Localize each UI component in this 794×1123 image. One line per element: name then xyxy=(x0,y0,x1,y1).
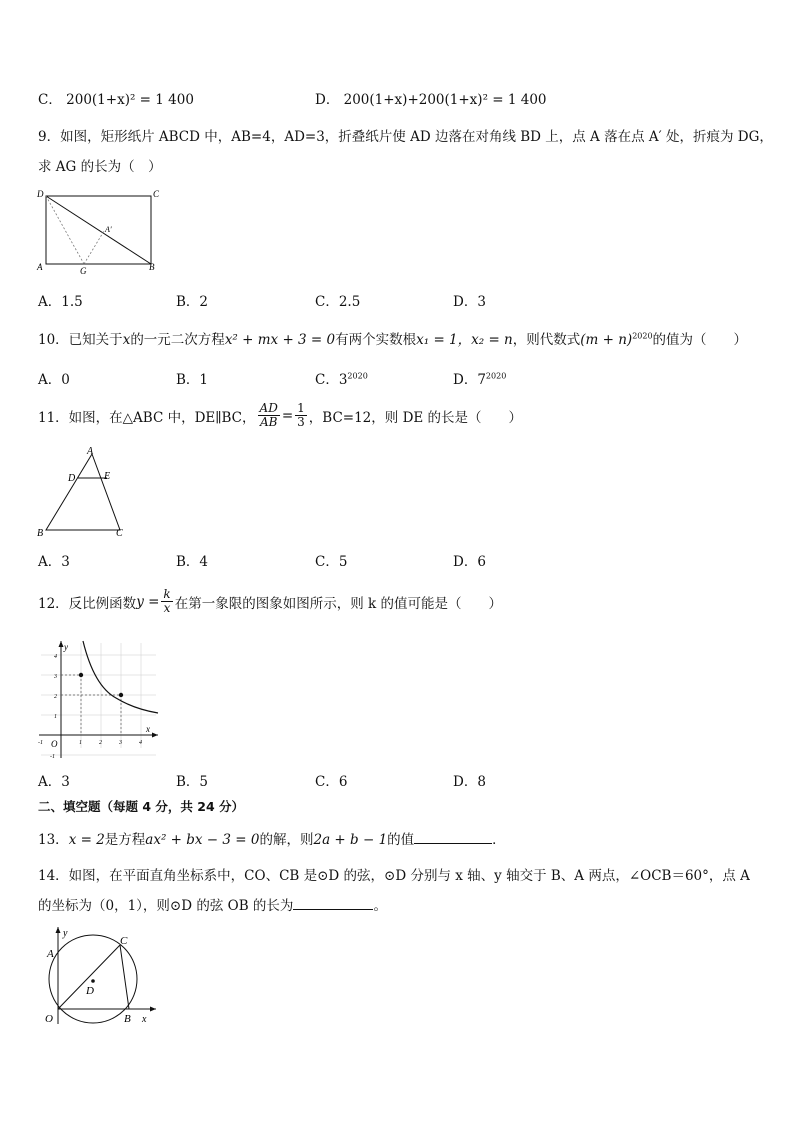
q10-option-c xyxy=(315,368,368,388)
q14-text-line2 xyxy=(38,894,387,914)
q11-label-d: D xyxy=(68,473,76,484)
q14-label-d: D xyxy=(86,985,94,997)
q12-pre: 12．反比例函数 xyxy=(38,595,137,612)
q8-option-d xyxy=(315,88,547,108)
q11-label-b: B xyxy=(37,528,44,539)
q13-equation: ax² + bx − 3 = 0 xyxy=(145,832,260,848)
q10-post: 的值为（ ） xyxy=(652,332,748,348)
q12-ytick-1: 1 xyxy=(54,714,57,720)
q12-xtick-1: 1 xyxy=(79,740,82,746)
q14-answer-blank[interactable] xyxy=(293,897,373,910)
q12-option-d: D．8 xyxy=(453,774,486,790)
q14-line2-post: 。 xyxy=(373,898,387,914)
q13-expression: 2a + b − 1 xyxy=(313,832,388,848)
q12-y-equals: y = xyxy=(136,593,160,610)
q8-option-c-expr: 200(1+x)² = 1 400 xyxy=(66,92,194,108)
q12-option-c: C．6 xyxy=(315,774,348,790)
q10-mid: 的一元二次方程 xyxy=(130,332,225,348)
q11-option-b: B．4 xyxy=(176,554,209,570)
q9-option-b: B．2 xyxy=(176,294,209,310)
q14-axis-label-y: y xyxy=(63,928,68,939)
q12-ytick-4: 4 xyxy=(54,654,57,660)
q14-label-b: B xyxy=(124,1013,131,1025)
q10-expression: (m + n) xyxy=(580,332,633,348)
q9-option-c: C．2.5 xyxy=(315,294,361,310)
q11-pre: 11．如图，在△ABC 中，DE∥BC， xyxy=(38,409,256,426)
q9-option-a: A．1.5 xyxy=(38,294,83,310)
q10-option-d-exp: 2020 xyxy=(485,371,507,381)
q11-figure-triangle xyxy=(34,444,134,540)
q9-label-a: A xyxy=(37,262,43,272)
q11-frac2-num: 1 xyxy=(297,401,305,415)
q12-ytick-neg1: -1 xyxy=(50,754,55,760)
q14-label-o: O xyxy=(45,1013,53,1025)
q9-label-g: G xyxy=(80,266,87,276)
q9-text-line1: 9．如图，矩形纸片 ABCD 中，AB=4，AD=3，折叠纸片使 AD 边落在对角线 BD 上，点 A 落在点 A′ 处，折痕为 DG， xyxy=(38,129,773,145)
q10-equation: x² + mx + 3 = 0 xyxy=(224,332,336,348)
q10-option-c-base: C．3 xyxy=(315,372,348,388)
q12-frac-x: x xyxy=(163,601,171,615)
q10-exponent: 2020 xyxy=(632,331,653,341)
q12-axis-label-y: y xyxy=(64,642,68,652)
q13-text xyxy=(38,828,506,848)
q13-mid2: 的解，则 xyxy=(259,832,314,848)
q13-post: 的值 xyxy=(387,832,415,848)
q11-frac-den: AB xyxy=(259,415,278,429)
q9-label-d: D xyxy=(37,189,44,199)
q12-xtick-neg1: -1 xyxy=(38,740,43,746)
q11-option-a: A．3 xyxy=(38,554,70,570)
q11-equals: = xyxy=(281,407,294,424)
q12-frac-k: k xyxy=(163,587,171,601)
q12-text xyxy=(38,588,502,615)
q10-pre: 10．已知关于 xyxy=(38,332,123,348)
q9-label-b: B xyxy=(149,262,155,272)
q14-text-line1: 14．如图，在平面直角坐标系中，CO、CB 是⊙D 的弦，⊙D 分别与 x 轴、y 轴交于 B、A 两点，∠OCB＝60°，点 A xyxy=(38,868,750,884)
q10-option-d xyxy=(453,368,506,388)
q12-xtick-2: 2 xyxy=(99,740,102,746)
q11-option-c: C．5 xyxy=(315,554,348,570)
q10-roots: x₁ = 1，x₂ = n xyxy=(416,332,513,348)
q13-answer-blank[interactable] xyxy=(414,831,492,844)
section-fill-in-title: 二、填空题（每题 4 分，共 24 分） xyxy=(38,799,245,814)
q11-option-d: D．6 xyxy=(453,554,486,570)
q10-option-b: B．1 xyxy=(176,372,209,388)
q9-figure-rectangle xyxy=(34,186,164,278)
q8-option-d-label: D． xyxy=(315,92,340,108)
q11-frac-num: AD xyxy=(259,401,278,415)
q11-label-a: A xyxy=(87,446,94,457)
q8-option-c-label: C． xyxy=(38,92,62,108)
q10-mid2: 有两个实数根 xyxy=(335,332,417,348)
q10-x: x xyxy=(122,332,131,348)
q13-condition: x = 2 xyxy=(68,832,105,848)
q14-label-c: C xyxy=(120,935,128,947)
q14-axis-label-x: x xyxy=(142,1014,147,1025)
q12-fraction-k-over-x xyxy=(161,588,172,615)
q11-frac2-den: 3 xyxy=(297,415,305,429)
q9-label-c: C xyxy=(153,189,160,199)
q12-post: 在第一象限的图象如图所示，则 k 的值可能是（ ） xyxy=(174,595,502,612)
q13-end: ． xyxy=(492,832,506,848)
q10-option-a: A．0 xyxy=(38,372,70,388)
q10-option-c-exp: 2020 xyxy=(347,371,368,381)
q12-option-b: B．5 xyxy=(176,774,209,790)
q10-mid3: ，则代数式 xyxy=(512,332,581,348)
q14-line2-pre: 的坐标为（0，1），则⊙D 的弦 OB 的长为 xyxy=(38,898,294,914)
q12-option-a: A．3 xyxy=(38,774,70,790)
q11-fraction-ad-ab xyxy=(258,402,280,429)
q12-ytick-2: 2 xyxy=(54,694,57,700)
q12-xtick-3: 3 xyxy=(119,740,122,746)
q11-fraction-one-third xyxy=(295,402,307,429)
q10-text xyxy=(38,328,747,348)
q12-figure-graph xyxy=(34,638,162,760)
q12-axis-label-x: x xyxy=(146,724,150,734)
q10-option-d-base: D．7 xyxy=(453,372,486,388)
q9-option-d: D．3 xyxy=(453,294,486,310)
q13-mid: 是方程 xyxy=(104,832,146,848)
q11-post: ，BC=12，则 DE 的长是（ ） xyxy=(308,409,523,426)
q9-text-line2: 求 AG 的长为（ ） xyxy=(38,159,162,175)
q11-label-e: E xyxy=(104,471,111,482)
q9-label-a-prime: A′ xyxy=(105,225,112,234)
q14-label-a: A xyxy=(47,948,54,960)
q12-ytick-3: 3 xyxy=(54,674,57,680)
q11-text xyxy=(38,402,522,429)
q14-figure-circle xyxy=(36,924,160,1028)
q8-option-c xyxy=(38,88,194,108)
q8-option-d-expr: 200(1+x)+200(1+x)² = 1 400 xyxy=(343,92,547,108)
q13-pre: 13． xyxy=(38,832,69,848)
q11-label-c: C xyxy=(116,528,123,539)
q12-xtick-4: 4 xyxy=(139,740,142,746)
q12-origin-label: O xyxy=(51,739,58,749)
